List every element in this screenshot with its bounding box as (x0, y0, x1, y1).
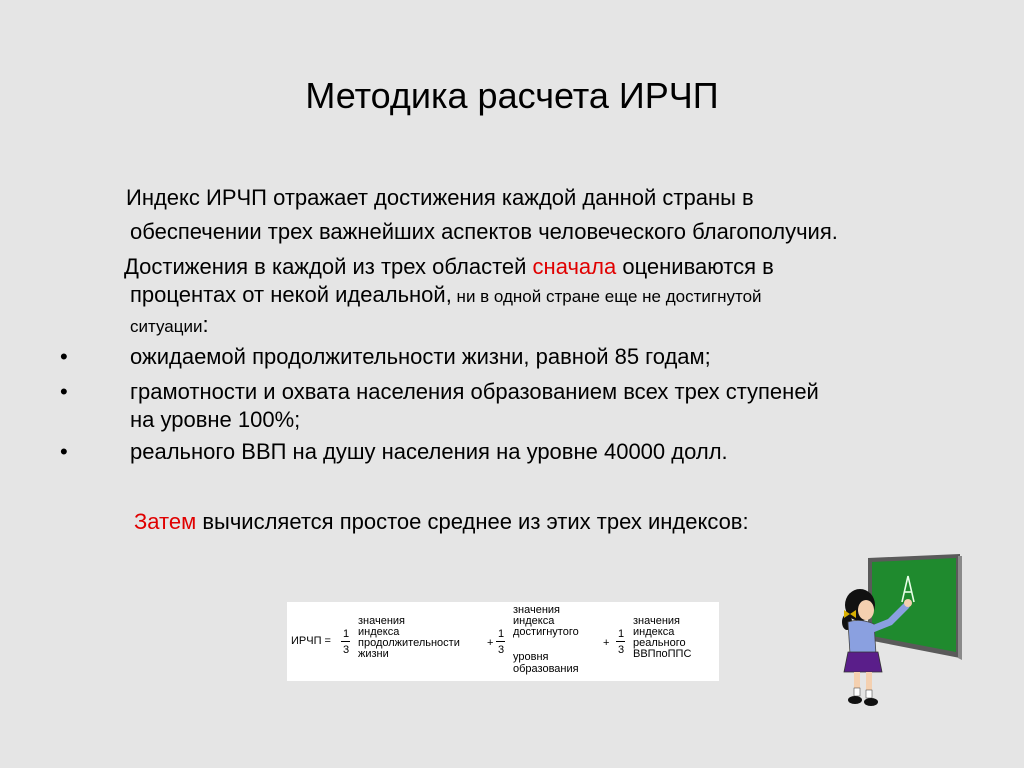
fraction-line (341, 641, 350, 642)
text-run-small: ситуации (130, 317, 203, 336)
paragraph-line: Индекс ИРЧП отражает достижения каждой данной страны в (126, 185, 754, 210)
text-run: процентах от некой идеальной, (130, 282, 452, 307)
term2-line: образования (513, 663, 579, 675)
term2-line: индекса (513, 615, 555, 627)
term3-line: ВВПпоППС (633, 648, 692, 660)
bullet-text: грамотности и охвата населения образованием всех трех ступеней (130, 379, 819, 404)
term3-line: индекса (633, 626, 675, 638)
term1-line: продолжительности (358, 637, 460, 649)
paragraph-line (110, 253, 970, 281)
bullet-text-continued: на уровне 100%; (130, 407, 301, 432)
fraction-numerator: 1 (343, 628, 350, 640)
fraction-denominator: 3 (343, 644, 350, 656)
bullet-marker: • (60, 439, 68, 464)
formula-box (287, 602, 719, 681)
term3-line: реального (633, 637, 686, 649)
paragraph-definition (110, 181, 970, 249)
bullet-marker: • (60, 379, 68, 404)
term2-line: достигнутого (513, 626, 579, 638)
plus-sign: + (603, 637, 610, 649)
term1-line: жизни (358, 648, 389, 660)
text-run: : (202, 312, 209, 337)
bullet-text: реального ВВП на душу населения на уровне 40000 долл. (130, 439, 728, 464)
formula-lhs: ИРЧП = (291, 635, 331, 647)
fraction-numerator: 1 (498, 628, 505, 640)
paragraph-line (110, 281, 970, 311)
bullet-marker: • (60, 344, 68, 369)
slide-title: Методика расчета ИРЧП (305, 75, 719, 116)
term2-line: значения (513, 604, 561, 616)
paragraph-line: обеспечении трех важнейших аспектов человеческого благополучия. (130, 219, 838, 244)
fraction-denominator: 3 (618, 644, 625, 656)
fraction-line (616, 641, 625, 642)
fraction-numerator: 1 (618, 628, 625, 640)
highlight-first: сначала (532, 254, 617, 279)
chalkboard-icon (868, 554, 962, 660)
text-run-small: ни в одной стране еще не достигнутой (451, 287, 762, 306)
term2-line: уровня (513, 651, 549, 663)
fraction-denominator: 3 (498, 644, 505, 656)
paragraph-method (110, 253, 970, 341)
girl-chalkboard-illustration (830, 550, 980, 720)
plus-sign: + (487, 637, 494, 649)
text-run: Достижения в каждой из трех областей (124, 254, 533, 279)
bullet-text: ожидаемой продолжительности жизни, равной 85 годам; (130, 344, 711, 369)
text-run: оцениваются в (616, 254, 774, 279)
term3-line: значения (633, 615, 681, 627)
term1-line: индекса (358, 626, 400, 638)
term1-line: значения (358, 615, 406, 627)
paragraph-line (110, 311, 970, 341)
fraction-line (496, 641, 505, 642)
conclusion-line (134, 507, 749, 537)
highlight-then: Затем (134, 509, 197, 534)
text-run: вычисляется простое среднее из этих трех индексов: (196, 509, 749, 534)
